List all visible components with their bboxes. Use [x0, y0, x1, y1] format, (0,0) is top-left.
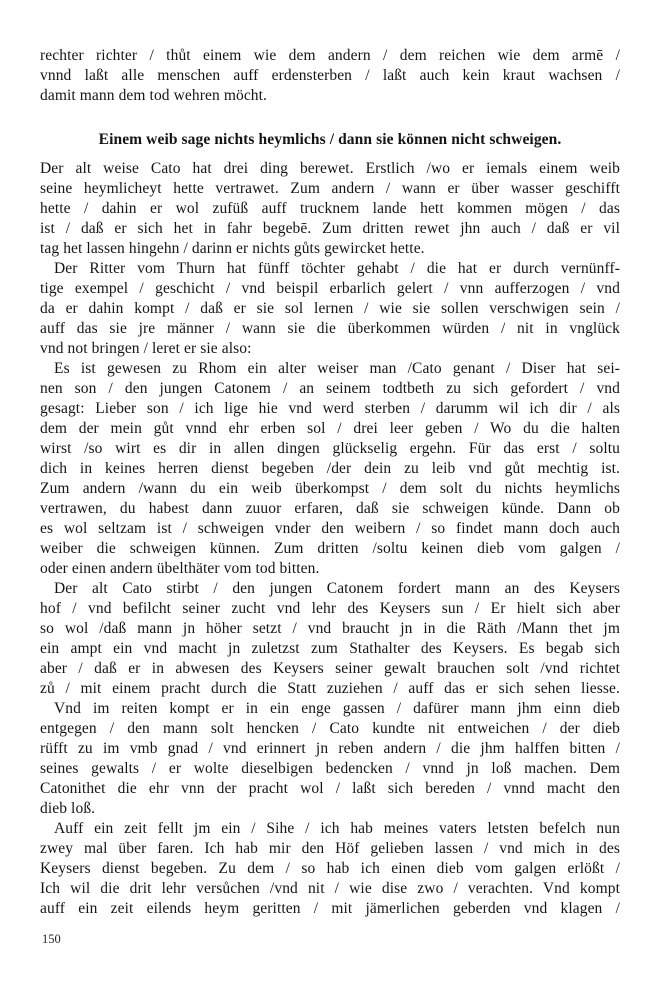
text-line: Der alt Cato stirbt / den jungen Catonem fordert mann an des Keysers	[54, 580, 620, 597]
text-line: Es ist gewesen zu Rhom ein alter weiser man /Cato genant / Diser hat sei-	[54, 360, 620, 377]
text-line: hette / dahin er wol zufüß auff trucknem lande hett kommen mögen / das	[40, 200, 620, 217]
text-line: vnnd laßt alle menschen auff erdensterben / laßt auch kein kraut wachsen /	[40, 67, 620, 84]
text-line: tag het lassen hingehn / darinn er nichts gůts gewircket hette.	[40, 240, 425, 257]
text-line: ein ampt ein vnd macht jn zuletzst zum Stathalter des Keysers. Es begab sich	[40, 640, 620, 657]
text-line: Der Ritter vom Thurn hat fünff töchter gehabt / die hat er durch vernünff-	[54, 260, 620, 277]
text-line: wirst /so wirt es dir in allen dingen glückselig ergehn. Für das erst / soltu	[40, 440, 620, 457]
text-line: rüfft zu im vmb gnad / vnd erinnert jn reben andern / die jhm halffen bitten /	[40, 740, 620, 757]
text-line: Der alt weise Cato hat drei ding berewet. Erstlich /wo er iemals einem weib	[40, 160, 620, 177]
text-line: nen son / den jungen Catonem / an seinem todtbeth zu sich gefordert / vnd	[40, 380, 620, 397]
text-line: vertrawen, du habest dann zuuor erfaren, daß sie schweigen künde. Dann ob	[40, 500, 620, 517]
text-line: dem der mein gůt vnnd ehr erben sol / drei leer geben / Wo du die halten	[40, 420, 620, 437]
text-line: da er dahin kompt / daß er sie sol lernen / wie sie sollen verschwigen sein /	[40, 300, 620, 317]
text-line: aber / daß er in abwesen des Keysers seiner gewalt brauchen solt /vnd richtet	[40, 660, 620, 677]
page-number: 150	[42, 932, 61, 946]
text-line: Keysers dienst begeben. Zu dem / so hab ich einen dieb vom galgen erlößt /	[40, 860, 620, 877]
text-line: damit mann dem tod wehren möcht.	[40, 87, 268, 104]
text-line: oder einen andern übelthäter vom tod bitten.	[40, 560, 320, 577]
text-line: Ich wil die drit lehr versůchen /vnd nit / wie dise zwo / verachten. Vnd kompt	[40, 880, 620, 897]
text-line: entgegen / den mann solt hencken / Cato kundte nit entweichen / der dieb	[40, 720, 620, 737]
text-line: es wol seltzam ist / schweigen vnder den weibern / so findet mann doch auch	[40, 520, 620, 537]
text-line: ist / daß er sich het in fahr begebē. Zum dritten rewet jhn auch / daß er vil	[40, 220, 620, 237]
text-line: seine heymlicheyt hette vertrawet. Zum andern / wann er über wasser geschifft	[40, 180, 620, 197]
text-line: seines gewalts / er wolte dieselbigen bedencken / vnnd jn loß machen. Dem	[40, 760, 620, 777]
text-line: dich in keines herren dienst begeben /der dein zu leib vnd gůt mechtig ist.	[40, 460, 620, 477]
text-line: Vnd im reiten kompt er in ein enge gassen / dafürer mann jhm einn dieb	[54, 700, 620, 717]
text-line: zů / mit einem pracht durch die Statt zuziehen / auff das er sich sehen liesse.	[40, 680, 620, 697]
text-line: rechter richter / thůt einem wie dem andern / dem reichen wie dem armē /	[40, 47, 620, 64]
text-line: Auff ein zeit fellt jm ein / Sihe / ich hab meines vaters letsten befelch nun	[54, 820, 620, 837]
text-line: hof / vnd befilcht seiner zucht vnd lehr des Keysers sun / Er hielt sich aber	[40, 600, 620, 617]
text-line: Zum andern /wann du ein weib überkompst / dem solt du nichts heymlichs	[40, 480, 620, 497]
text-line: Catonithet die ehr vnn der pracht wol / laßt sich bereden / vnnd macht den	[40, 780, 620, 797]
text-line: gesagt: Lieber son / ich lige hie vnd werd sterben / darumm wil ich dir / als	[40, 400, 620, 417]
text-line: so wol /daß mann jn höher setzt / vnd braucht jn in die Räth /Mann thet jm	[40, 620, 620, 637]
text-line: weiber die schweigen künnen. Zum dritten /soltu keinen dieb vom galgen /	[40, 540, 620, 557]
text-line: tige exempel / geschicht / vnd beispil erbarlich gelert / vnn aufferzogen / vnd	[40, 280, 620, 297]
section-heading: Einem weib sage nichts heymlichs / dann sie können nicht schweigen.	[98, 131, 562, 148]
text-line: dieb loß.	[40, 800, 96, 817]
text-line: auff ein zeit eilends heym geritten / mit jämerlichen geberden vnd klagen /	[40, 900, 620, 917]
text-block	[40, 46, 620, 919]
text-line: vnd not bringen / leret er sie also:	[40, 340, 252, 357]
text-line: auff das sie jre männer / wann sie die überkommen würden / nit in vnglück	[40, 320, 620, 337]
text-line: zwey mal über faren. Ich hab mir den Höf gelieben lassen / vnd mich in des	[40, 840, 620, 857]
